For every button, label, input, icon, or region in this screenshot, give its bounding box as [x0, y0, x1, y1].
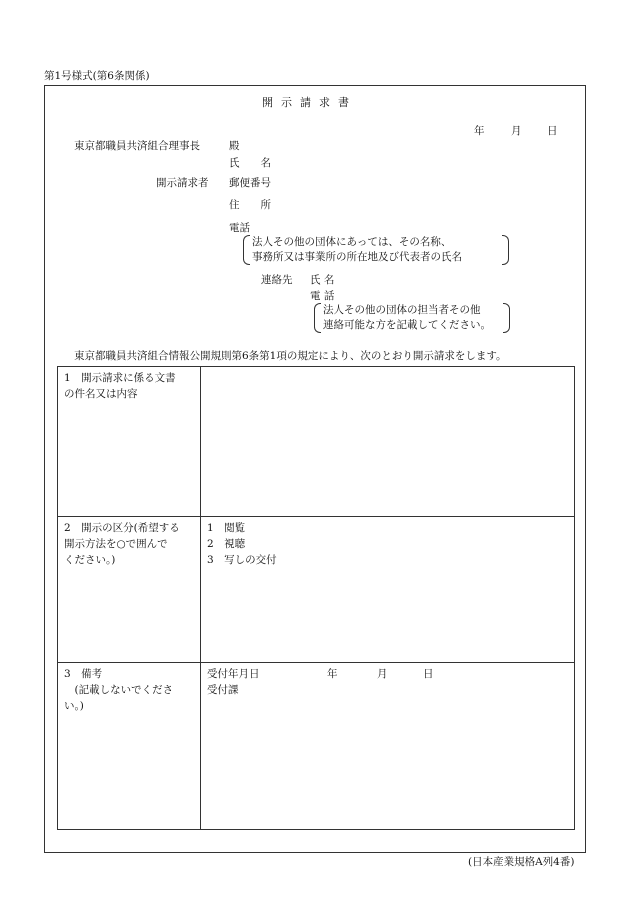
table-row [58, 663, 575, 830]
disclosure-method-options [201, 517, 575, 663]
contact-note [314, 303, 510, 333]
disclosure-method-label: 2 開示の区分(希望する 開示方法を○で囲んで ください。) [58, 517, 201, 663]
table-row [58, 367, 575, 517]
document-subject-label: 1 開示請求に係る文書 の件名又は内容 [58, 367, 201, 517]
requester-note-line1: 法人その他の団体にあっては、その名称、 [252, 236, 452, 248]
received-year: 年 [327, 668, 338, 680]
option-copy[interactable]: 3 写しの交付 [207, 554, 277, 566]
addressee-honorific: 殿 [229, 140, 240, 152]
option-audiovisual[interactable]: 2 視聴 [207, 538, 246, 550]
request-table [57, 366, 575, 830]
received-day: 日 [423, 668, 434, 680]
received-date-label: 受付年月日 [207, 668, 260, 680]
contact-note-line1: 法人その他の団体の担当者その他 [323, 304, 481, 316]
addressee-name: 東京都職員共済組合理事長 [74, 140, 200, 152]
contact-phone-label: 電 話 [310, 290, 335, 302]
received-date-line [207, 666, 568, 682]
contact-label: 連絡先 [261, 274, 293, 286]
footer-standard: (日本産業規格A列4番) [468, 856, 575, 868]
requester-label: 開示請求者 [156, 177, 209, 189]
address-label: 住 所 [229, 199, 271, 211]
requester-note-line2: 事務所又は事業所の所在地及び代表者の氏名 [252, 251, 462, 263]
form-number: 第1号様式(第6条関係) [44, 70, 150, 82]
form-title: 開示請求書 [262, 96, 357, 109]
remarks-label: 3 備考 (記載しないでくださ い。) [58, 663, 201, 830]
received-month: 月 [377, 668, 388, 680]
option-viewing[interactable]: 1 閲覧 [207, 522, 246, 534]
remarks-field [201, 663, 575, 830]
postal-code-label: 郵便番号 [229, 177, 271, 189]
request-statement: 東京都職員共済組合情報公開規則第6条第1項の規定により、次のとおり開示請求をします。 [74, 350, 507, 362]
contact-name-label: 氏 名 [310, 274, 335, 286]
date-month: 月 [511, 125, 522, 137]
table-row [58, 517, 575, 663]
requester-name-label: 氏 名 [229, 157, 271, 169]
date-year: 年 [474, 125, 485, 137]
document-subject-field[interactable] [201, 367, 575, 517]
phone-label: 電話 [229, 222, 250, 234]
date-day: 日 [547, 125, 558, 137]
contact-note-line2: 連絡可能な方を記載してください。 [323, 319, 491, 331]
requester-note [243, 235, 509, 265]
received-section-label: 受付課 [207, 684, 239, 696]
